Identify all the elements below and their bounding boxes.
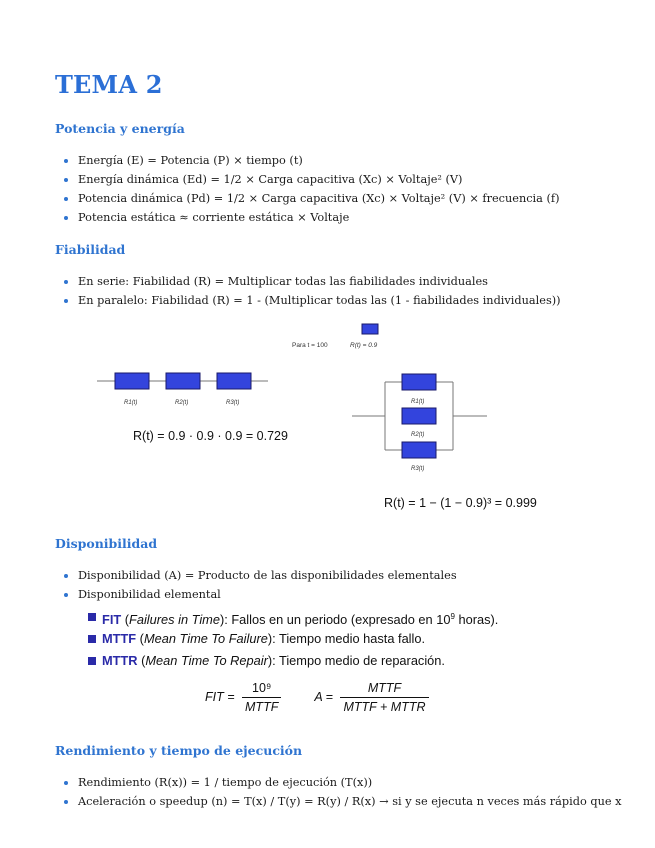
fiabilidad-list bbox=[62, 272, 561, 310]
section-heading-potencia: Potencia y energía bbox=[55, 121, 185, 136]
rendimiento-list bbox=[62, 773, 622, 811]
list-item: Rendimiento (R(x)) = 1 / tiempo de ejecución (T(x)) bbox=[62, 773, 622, 792]
section-heading-fiabilidad: Fiabilidad bbox=[55, 242, 126, 257]
series-block-1 bbox=[115, 373, 149, 389]
fit-fraction: $\frac{\text{10⁹}}{\text{MTTF}}$ bbox=[242, 681, 281, 714]
parallel-block-1 bbox=[402, 374, 436, 390]
series-label-3: R3(t) bbox=[226, 400, 240, 406]
list-item: Aceleración o speedup (n) = T(x) / T(y) = R(y) / R(x) → si y se ejecuta n veces más rápido que x bbox=[62, 792, 622, 811]
list-item: Potencia estática ≈ corriente estática × Voltaje bbox=[62, 208, 560, 227]
legend-value: R(t) = 0.9 bbox=[350, 342, 378, 349]
parallel-block-2 bbox=[402, 408, 436, 424]
sub-item-fit: FIT (Failures in Time): Fallos en un periodo (expresado en $10^9$ horas). bbox=[88, 606, 498, 628]
parallel-label-2: R2(t) bbox=[411, 432, 425, 438]
disponibilidad-sublist bbox=[88, 606, 498, 672]
list-item: Potencia dinámica (Pd) = 1/2 × Carga capacitiva (Xc) × Voltaje² (V) × frecuencia (f) bbox=[62, 189, 560, 208]
list-item: En paralelo: Fiabilidad (R) = 1 - (Multiplicar todas las (1 - fiabilidades individuales)) bbox=[62, 291, 561, 310]
parallel-block-3 bbox=[402, 442, 436, 458]
availability-fraction: $\frac{\text{MTTF}}{\text{MTTF + MTTR}}$ bbox=[340, 681, 428, 714]
series-block-2 bbox=[166, 373, 200, 389]
series-block-3 bbox=[217, 373, 251, 389]
sub-item-mttr: MTTR (Mean Time To Repair): Tiempo medio de reparación. bbox=[88, 650, 498, 672]
legend-block bbox=[362, 324, 378, 334]
list-item: En serie: Fiabilidad (R) = Multiplicar todas las fiabilidades individuales bbox=[62, 272, 561, 291]
page-title: TEMA 2 bbox=[55, 70, 163, 99]
list-item: Disponibilidad elemental bbox=[62, 585, 457, 604]
section-heading-rendimiento: Rendimiento y tiempo de ejecución bbox=[55, 743, 303, 758]
series-label-2: R2(t) bbox=[175, 400, 189, 406]
availability-formula: FIT = $\frac{\text{10⁹}}{\text{MTTF}}$ A = $\frac{\text{MTTF}}{\text{MTTF + MTTR}}$ bbox=[205, 681, 433, 714]
legend-text: Para t = 100 bbox=[292, 342, 328, 349]
list-item: Energía dinámica (Ed) = 1/2 × Carga capacitiva (Xc) × Voltaje² (V) bbox=[62, 170, 560, 189]
parallel-formula: R(t) = 1 − (1 − 0.9)³ = 0.999 bbox=[384, 496, 537, 510]
list-item: Disponibilidad (A) = Producto de las disponibilidades elementales bbox=[62, 566, 457, 585]
parallel-label-1: R1(t) bbox=[411, 399, 425, 405]
series-formula: R(t) = 0.9 · 0.9 · 0.9 = 0.729 bbox=[133, 429, 288, 443]
series-label-1: R1(t) bbox=[124, 400, 138, 406]
sub-item-mttf: MTTF (Mean Time To Failure): Tiempo medio hasta fallo. bbox=[88, 628, 498, 650]
potencia-list bbox=[62, 151, 560, 227]
list-item: Energía (E) = Potencia (P) × tiempo (t) bbox=[62, 151, 560, 170]
disponibilidad-list bbox=[62, 566, 457, 604]
reliability-diagram bbox=[0, 315, 655, 480]
parallel-label-3: R3(t) bbox=[411, 466, 425, 472]
section-heading-disponibilidad: Disponibilidad bbox=[55, 536, 158, 551]
